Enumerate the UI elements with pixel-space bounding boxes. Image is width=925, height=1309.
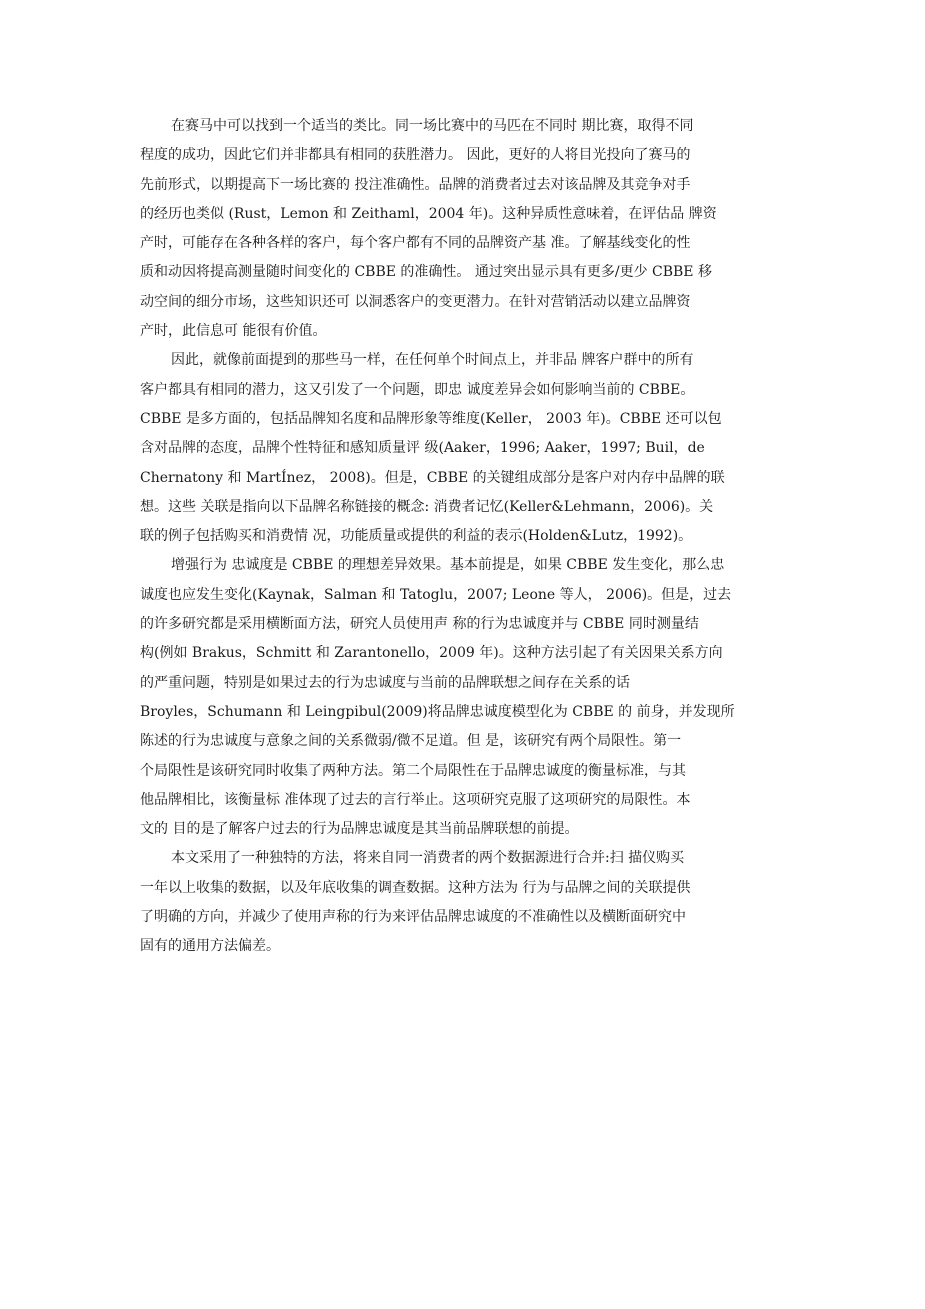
document-body	[140, 112, 790, 962]
paragraph-3	[140, 551, 790, 844]
text-line: 的严重问题，特别是如果过去的行为忠诚度与当前的品牌联想之间存在关系的话	[140, 674, 630, 691]
text-line: 固有的通用方法偏差。	[140, 938, 280, 955]
text-line: 程度的成功，因此它们并非都具有相同的获胜潜力。 因此，更好的人将目光投向了赛马的	[140, 147, 691, 164]
text-line: 含对品牌的态度，品牌个性特征和感知质量评 级(Aaker，1996; Aaker，1997; Buil，de	[140, 440, 705, 457]
text-line: 因此，就像前面提到的那些马一样，在任何单个时间点上，并非品 牌客户群中的所有	[171, 352, 694, 369]
text-line: 质和动因将提高测量随时间变化的 CBBE 的准确性。 通过突出显示具有更多/更少 CBBE 移	[140, 264, 712, 281]
text-line: Broyles，Schumann 和 Leingpibul(2009)将品牌忠诚度模型化为 CBBE 的 前身，并发现所	[140, 703, 735, 720]
text-line: CBBE 是多方面的，包括品牌知名度和品牌形象等维度(Keller， 2003 年)。CBBE 还可以包	[140, 410, 722, 427]
text-line: 了明确的方向，并减少了使用声称的行为来评估品牌忠诚度的不准确性以及横断面研究中	[140, 909, 686, 926]
text-line: 联的例子包括购买和消费情 况，功能质量或提供的利益的表示(Holden&Lutz，1992)。	[140, 528, 693, 545]
text-line: 在赛马中可以找到一个适当的类比。同一场比赛中的马匹在不同时 期比赛，取得不同	[171, 118, 694, 134]
text-line: 个局限性是该研究同时收集了两种方法。第二个局限性在于品牌忠诚度的衡量标准，与其	[140, 762, 686, 779]
text-line: Chernatony 和 MartÍnez， 2008)。但是，CBBE 的关键组成部分是客户对内存中品牌的联	[140, 469, 725, 486]
text-line: 产时，此信息可 能很有价值。	[140, 323, 327, 340]
paragraph-2	[140, 346, 790, 551]
text-line: 的经历也类似 (Rust，Lemon 和 Zeithaml，2004 年)。这种异质性意味着，在评估品 牌资	[140, 205, 717, 222]
text-line: 增强行为 忠诚度是 CBBE 的理想差异效果。基本前提是，如果 CBBE 发生变化，那么忠	[171, 557, 725, 574]
paragraph-1	[140, 112, 790, 346]
text-line: 他品牌相比，该衡量标 准体现了过去的言行举止。这项研究克服了这项研究的局限性。本	[140, 791, 691, 808]
text-line: 的许多研究都是采用横断面方法，研究人员使用声 称的行为忠诚度并与 CBBE 同时测量结	[140, 616, 699, 633]
text-line: 文的 目的是了解客户过去的行为品牌忠诚度是其当前品牌联想的前提。	[140, 821, 579, 838]
text-line: 想。这些 关联是指向以下品牌名称链接的概念: 消费者记忆(Keller&Lehmann，2006)。关	[140, 498, 714, 515]
text-line: 产时，可能存在各种各样的客户，每个客户都有不同的品牌资产基 准。了解基线变化的性	[140, 235, 691, 252]
text-line: 一年以上收集的数据，以及年底收集的调查数据。这种方法为 行为与品牌之间的关联提供	[140, 879, 691, 896]
text-line: 诚度也应发生变化(Kaynak，Salman 和 Tatoglu，2007; Leone 等人， 2006)。但是，过去	[140, 586, 732, 603]
text-line: 动空间的细分市场，这些知识还可 以洞悉客户的变更潜力。在针对营销活动以建立品牌资	[140, 293, 691, 310]
text-line: 客户都具有相同的潜力，这又引发了一个问题，即忠 诚度差异会如何影响当前的 CBBE。	[140, 381, 695, 398]
text-line: 本文采用了一种独特的方法，将来自同一消费者的两个数据源进行合并:扫 描仪购买	[171, 850, 685, 867]
text-line: 先前形式，以期提高下一场比赛的 投注准确性。品牌的消费者过去对该品牌及其竞争对手	[140, 176, 691, 193]
paragraph-4	[140, 844, 790, 961]
text-line: 陈述的行为忠诚度与意象之间的关系微弱/微不足道。但 是，该研究有两个局限性。第一	[140, 733, 682, 750]
text-line: 构(例如 Brakus，Schmitt 和 Zarantonello，2009 年)。这种方法引起了有关因果关系方向	[140, 645, 723, 662]
